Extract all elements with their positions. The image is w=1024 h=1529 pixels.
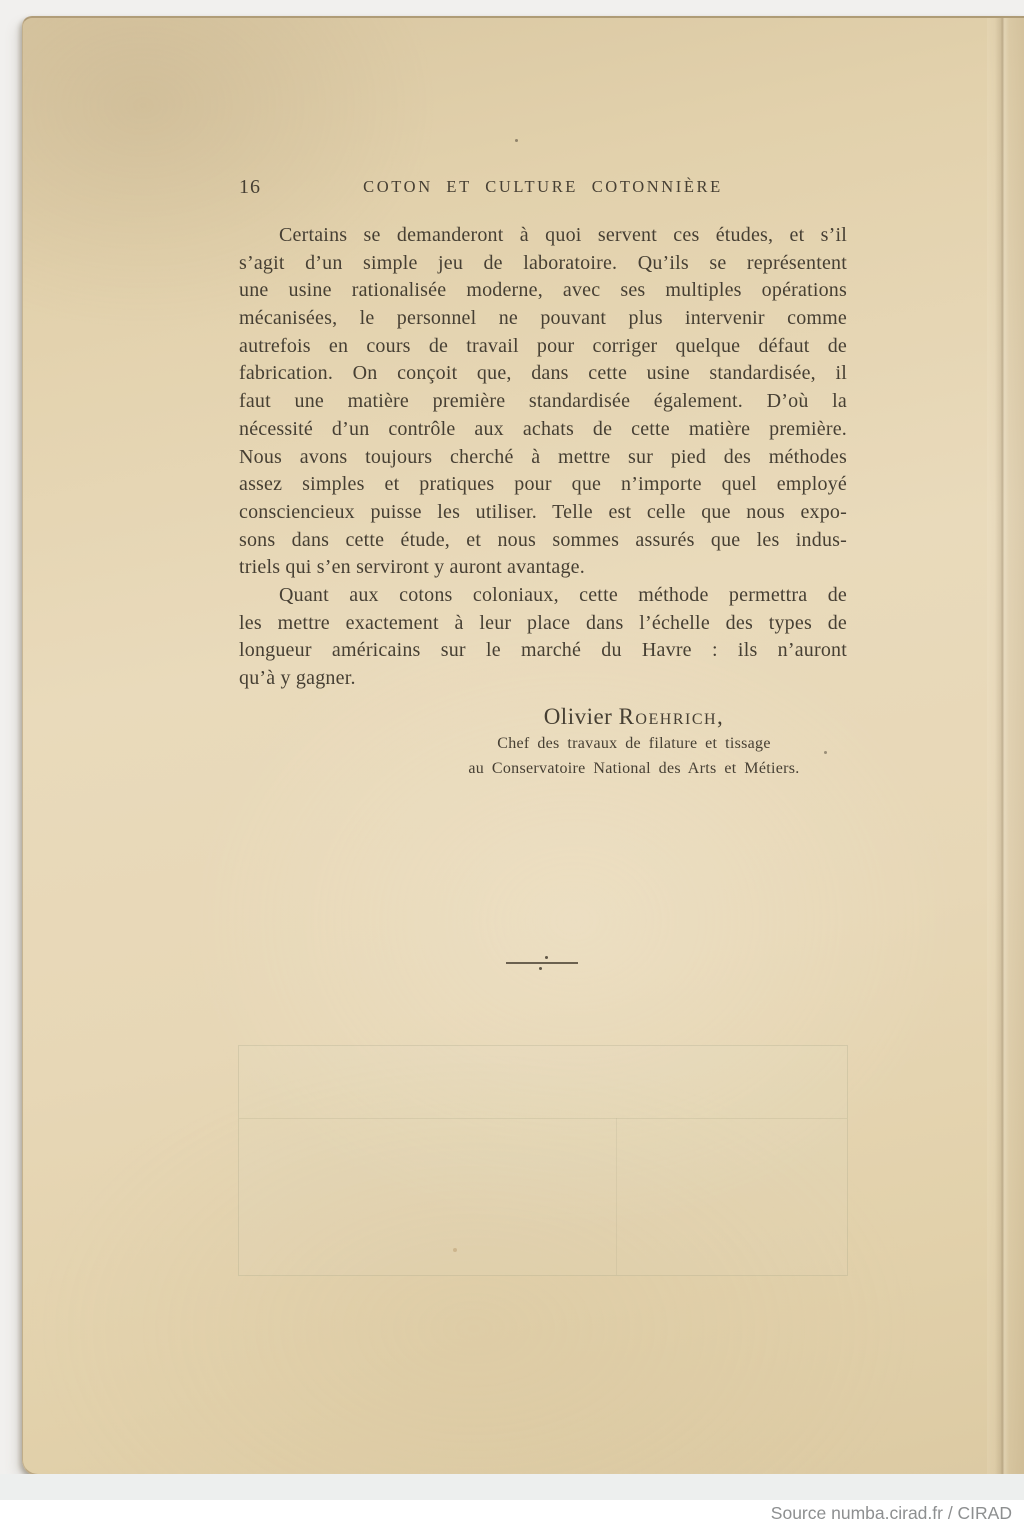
page-fold-crease: [995, 18, 1009, 1474]
ink-speck: [515, 139, 518, 142]
signature-name: [330, 702, 938, 732]
page-number: 16: [239, 176, 261, 198]
text-line: nécessité d’un contrôle aux achats de cette matière première.: [239, 417, 847, 440]
running-title: COTON ET CULTURE COTONNIÈRE: [363, 177, 723, 196]
text-line: sons dans cette étude, et nous sommes assurés que les indus-: [239, 528, 847, 551]
watermark-source-text: Source numba.cirad.fr / CIRAD: [770, 1503, 1012, 1523]
separator-line: [506, 962, 578, 964]
text-line: une usine rationalisée moderne, avec ses multiples opérations: [239, 279, 847, 302]
text-line: consciencieux puisse les utiliser. Telle est celle que nous expo-: [239, 500, 847, 523]
signature-block: [330, 702, 938, 780]
ink-speck: [824, 751, 827, 754]
separator-dot-bottom: [539, 967, 542, 970]
ghost-table-line: [239, 1118, 847, 1119]
text-line: Nous avons toujours cherché à mettre sur pied des méthodes: [239, 445, 847, 468]
page-header: [239, 173, 847, 203]
text-line: faut une matière première standardisée également. D’où la: [239, 390, 847, 413]
text-line: Certains se demanderont à quoi servent ces études, et s’il: [279, 224, 847, 246]
signature-role-line-2: au Conservatoire National des Arts et Métiers.: [468, 760, 800, 777]
text-line: fabrication. On conçoit que, dans cette usine standardisée, il: [239, 362, 847, 385]
text-line: longueur américains sur le marché du Havre : ils n’auront: [239, 639, 847, 662]
text-line: qu’à y gagner.: [239, 667, 356, 689]
section-separator: [506, 956, 578, 970]
paragraph: [239, 222, 847, 582]
signature-first-name: Olivier: [543, 704, 613, 729]
text-line: assez simples et pratiques pour que n’importe quel employé: [239, 473, 847, 496]
text-line: triels qui s’en serviront y auront avantage.: [239, 556, 585, 579]
text-line: mécanisées, le personnel ne pouvant plus intervenir comme: [239, 307, 847, 330]
ink-speck: [453, 1248, 457, 1252]
scanner-background-strip: [0, 1474, 1024, 1500]
text-line: Quant aux cotons coloniaux, cette méthode permettra de: [279, 583, 847, 606]
signature-last-name: Roehrich,: [618, 704, 725, 729]
bleedthrough-table-ghost: [238, 1045, 848, 1276]
signature-role-line-1: Chef des travaux de filature et tissage: [497, 735, 771, 752]
watermark-bar: [0, 1500, 1024, 1529]
separator-dot-top: [545, 956, 548, 959]
body-text: [239, 222, 847, 693]
text-line: autrefois en cours de travail pour corriger quelque défaut de: [239, 334, 847, 357]
text-line: s’agit d’un simple jeu de laboratoire. Qu’ils se représentent: [239, 251, 847, 274]
book-page: [22, 16, 1024, 1476]
text-line: les mettre exactement à leur place dans l’échelle des types de: [239, 611, 847, 634]
ghost-table-line: [616, 1118, 617, 1275]
paragraph: [239, 582, 847, 693]
